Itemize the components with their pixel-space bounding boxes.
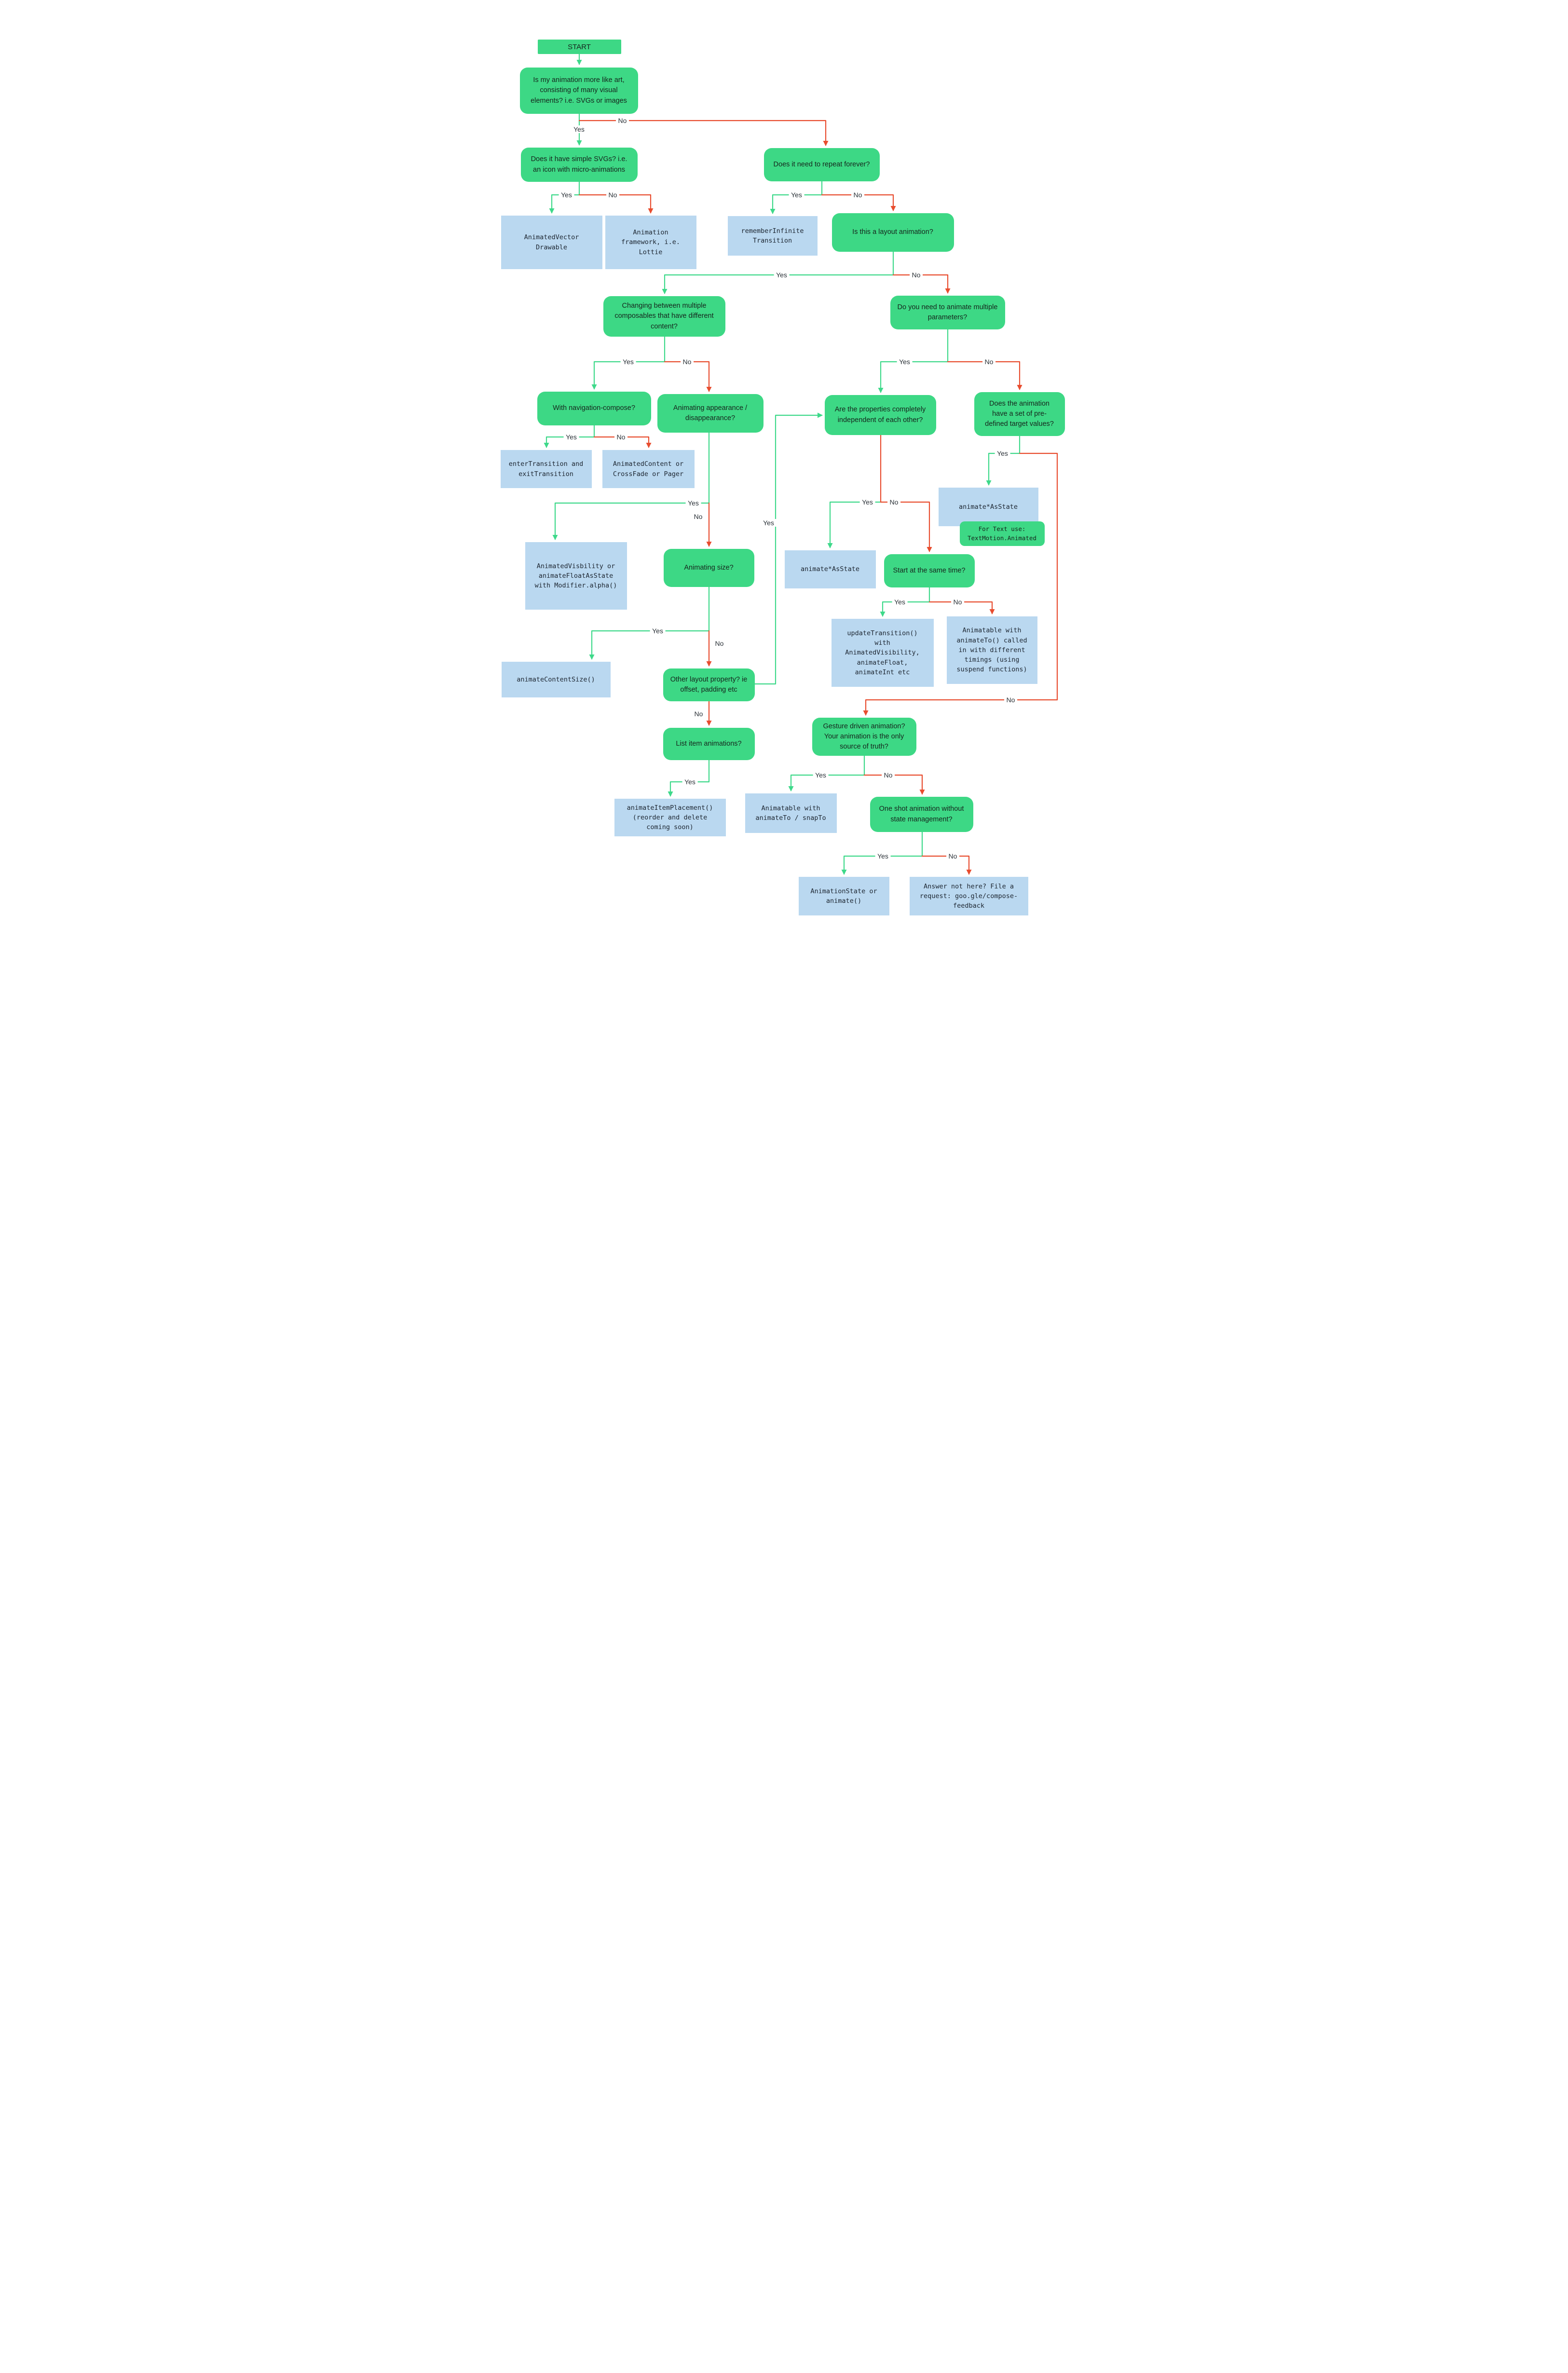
question-animating-size: Animating size? — [664, 549, 754, 587]
edge-label-oneshot-no: No — [946, 852, 960, 860]
question-repeat-forever: Does it need to repeat forever? — [764, 148, 880, 181]
edge-label-mc-yes: Yes — [620, 358, 636, 366]
answer-animate-content-size: animateContentSize() — [502, 662, 611, 697]
question-one-shot-animation: One shot animation without state management? — [870, 797, 973, 832]
edge-label-layout-no: No — [910, 271, 923, 279]
question-other-layout-property: Other layout property? ie offset, padding etc — [663, 668, 755, 701]
edge-qmp-no-line — [948, 362, 1020, 389]
edge-label-ind-yes: Yes — [859, 498, 875, 506]
edge-label-same-yes: Yes — [892, 598, 908, 606]
edge-label-other-yes: Yes — [761, 519, 777, 527]
edge-label-mc-no: No — [681, 358, 694, 366]
question-multiple-parameters: Do you need to animate multiple parameters? — [890, 296, 1005, 329]
start-node: START — [538, 40, 621, 54]
edge-label-art-no: No — [616, 117, 629, 124]
edge-label-mp-yes: Yes — [897, 358, 913, 366]
answer-animated-visibility-alpha: AnimatedVisbility or animateFloatAsState with Modifier.alpha() — [525, 542, 627, 610]
edge-label-list-yes: Yes — [682, 778, 698, 786]
answer-update-transition: updateTransition() with AnimatedVisibility, animateFloat, animateInt etc — [832, 619, 934, 687]
edge-label-same-no: No — [951, 598, 965, 606]
answer-animation-state: AnimationState or animate() — [799, 877, 889, 915]
edge-label-pre-yes: Yes — [995, 450, 1010, 457]
question-predefined-target-values: Does the animation have a set of pre-defined target values? — [974, 392, 1065, 436]
edge-label-svg-no: No — [606, 191, 620, 199]
edge-qmc-no-line — [665, 362, 709, 391]
answer-animation-framework-lottie: Animation framework, i.e. Lottie — [605, 216, 696, 269]
answer-feedback-request: Answer not here? File a request: goo.gle/compose-feedback — [910, 877, 1028, 915]
edge-label-pre-no: No — [1004, 696, 1018, 704]
question-simple-svgs: Does it have simple SVGs? i.e. an icon with micro-animations — [521, 148, 638, 182]
edge-label-ind-no: No — [887, 498, 901, 506]
edge-label-app-yes: Yes — [685, 499, 701, 507]
edge-label-size-yes: Yes — [650, 627, 666, 635]
edge-label-app-no: No — [692, 513, 705, 520]
question-appearance-disappearance: Animating appearance / disappearance? — [657, 394, 764, 433]
edge-label-nav-no: No — [614, 433, 628, 441]
question-navigation-compose: With navigation-compose? — [537, 392, 651, 425]
edge-qmp-yes-line — [881, 329, 948, 392]
question-properties-independent: Are the properties completely independent of each other? — [825, 395, 936, 435]
edge-qind-no-line — [881, 502, 929, 551]
edge-qpre-yes-line — [989, 436, 1020, 485]
edge-label-mp-no: No — [982, 358, 996, 366]
answer-animatable-different-timings: Animatable with animateTo() called in with different timings (using suspend functions) — [947, 616, 1037, 684]
edge-label-other-no: No — [692, 710, 706, 718]
edge-label-svg-yes: Yes — [559, 191, 574, 199]
edge-label-oneshot-yes: Yes — [875, 852, 891, 860]
answer-animated-vector-drawable: AnimatedVector Drawable — [501, 216, 602, 269]
edge-qoneshot-no-line — [922, 856, 969, 874]
answer-animate-as-state-left: animate*AsState — [785, 550, 876, 588]
edge-label-repeat-yes: Yes — [789, 191, 804, 199]
answer-animated-content-crossfade-pager: AnimatedContent or CrossFade or Pager — [602, 450, 695, 488]
edge-label-repeat-no: No — [851, 191, 865, 199]
note-text-motion-animated: For Text use: TextMotion.Animated — [960, 521, 1045, 546]
question-multiple-composables: Changing between multiple composables that have different content? — [603, 296, 725, 337]
question-list-item-animations: List item animations? — [663, 728, 755, 760]
edge-label-art-yes: Yes — [571, 125, 587, 133]
edge-label-gesture-yes: Yes — [813, 771, 829, 779]
answer-enter-exit-transition: enterTransition and exitTransition — [501, 450, 592, 488]
question-start-same-time: Start at the same time? — [884, 554, 975, 587]
edge-qother-yes-line — [755, 415, 822, 684]
flowchart-canvas — [471, 0, 1098, 949]
edge-qind-yes-line — [830, 502, 881, 547]
answer-animate-as-state-right: animate*AsState — [939, 488, 1038, 526]
question-gesture-driven: Gesture driven animation? Your animation is the only source of truth? — [812, 718, 916, 756]
question-art: Is my animation more like art, consisting of many visual elements? i.e. SVGs or images — [520, 68, 638, 114]
question-layout-animation: Is this a layout animation? — [832, 213, 954, 252]
edge-label-layout-yes: Yes — [774, 271, 790, 279]
answer-animate-item-placement: animateItemPlacement() (reorder and delete coming soon) — [614, 799, 726, 836]
answer-animatable-snap-to: Animatable with animateTo / snapTo — [745, 793, 837, 833]
answer-remember-infinite-transition: rememberInfinite Transition — [728, 216, 818, 256]
edge-label-gesture-no: No — [882, 771, 895, 779]
edge-label-size-no: No — [713, 640, 726, 647]
edge-label-nav-yes: Yes — [563, 433, 579, 441]
